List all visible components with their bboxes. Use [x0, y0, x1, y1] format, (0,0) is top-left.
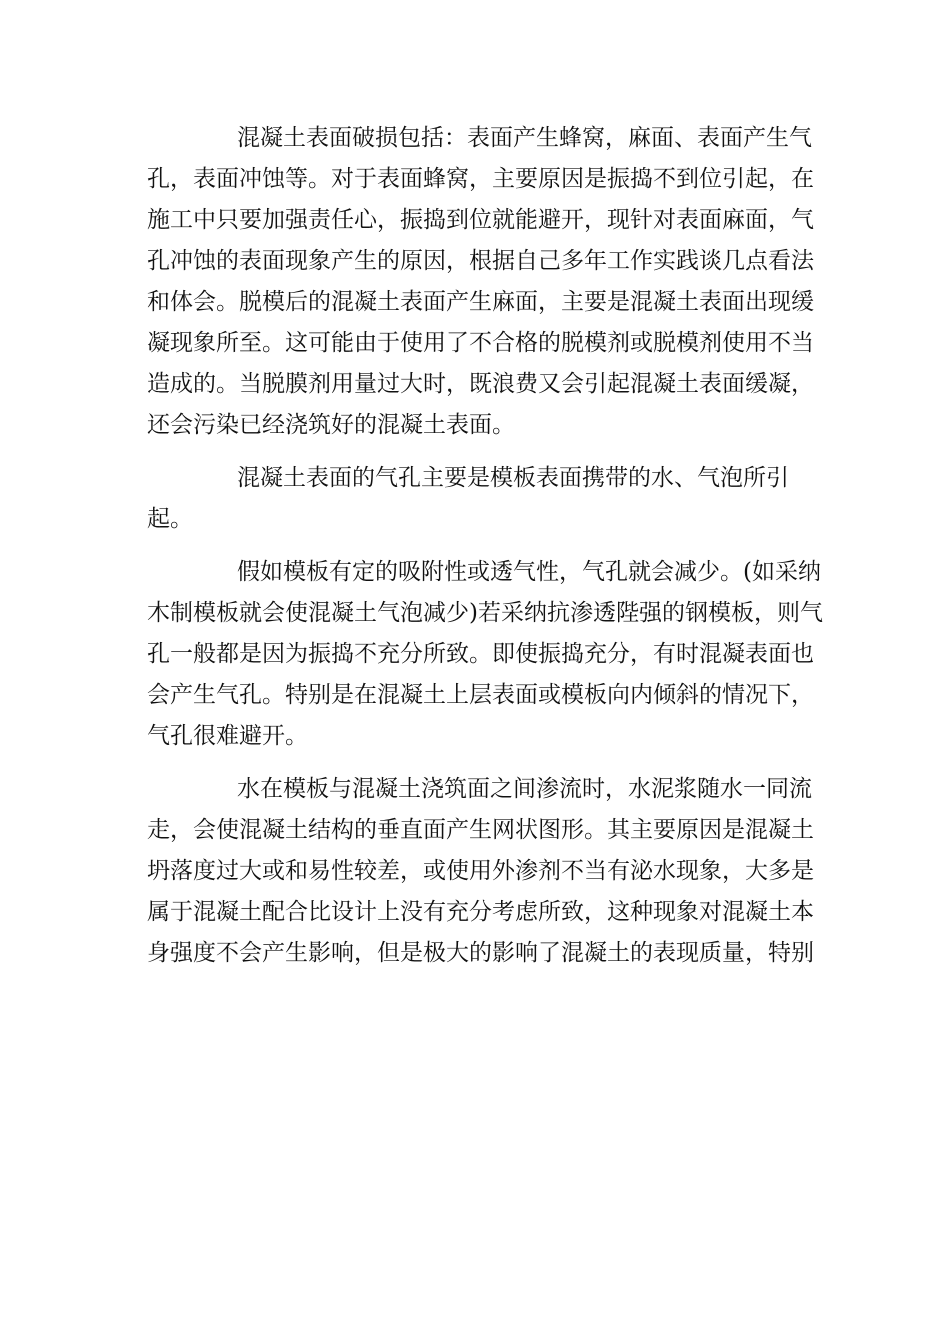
text-line: 气孔很难避开。: [147, 723, 308, 749]
text-line: 走，会使混凝土结构的垂直面产生网状图形。其主要原因是混凝土: [147, 817, 814, 843]
text-line: 混凝土表面的气孔主要是模板表面携带的水、气泡所引: [237, 465, 789, 491]
text-line: 木制模板就会使混凝土气泡减少)若采纳抗渗透陛强的钢模板，则气: [147, 600, 823, 626]
text-line: 会产生气孔。特别是在混凝土上层表面或模板向内倾斜的情况下，: [147, 682, 814, 708]
text-line: 假如模板有定的吸附性或透气性，气孔就会减少。(如采纳: [237, 559, 821, 585]
paragraph-3: [147, 552, 823, 757]
paragraph-gap: [147, 446, 807, 458]
paragraph-gap: [147, 757, 807, 769]
text-line: 混凝土表面破损包括：表面产生蜂窝，麻面、表面产生气: [237, 125, 812, 151]
paragraph-4: [147, 769, 814, 974]
text-line: 还会污染已经浇筑好的混凝土表面。: [147, 412, 515, 438]
text-line: 坍落度过大或和易性较差，或使用外渗剂不当有泌水现象，大多是: [147, 858, 814, 884]
text-line: 属于混凝土配合比设计上没有充分考虑所致，这种现象对混凝土本: [147, 899, 814, 925]
paragraph-1: [147, 118, 814, 446]
text-line: 水在模板与混凝土浇筑面之间渗流时，水泥浆随水一同流: [237, 776, 812, 802]
text-line: 身强度不会产生影响，但是极大的影响了混凝土的表现质量，特别: [147, 940, 814, 966]
text-line: 孔冲蚀的表面现象产生的原因，根据自己多年工作实践谈几点看法: [147, 248, 814, 274]
text-line: 起。: [147, 506, 193, 532]
text-line: 孔一般都是因为振捣不充分所致。即使振捣充分，有时混凝表面也: [147, 641, 814, 667]
body-text: [147, 118, 823, 974]
text-line: 施工中只要加强责任心，振捣到位就能避开，现针对表面麻面，气: [147, 207, 814, 233]
text-line: 和体会。脱模后的混凝土表面产生麻面，主要是混凝土表面出现缓: [147, 289, 814, 315]
text-line: 造成的。当脱膜剂用量过大时，既浪费又会引起混凝土表面缓凝，: [147, 371, 814, 397]
paragraph-2: [147, 458, 807, 540]
text-line: 孔，表面冲蚀等。对于表面蜂窝，主要原因是振捣不到位引起，在: [147, 166, 814, 192]
paragraph-gap: [147, 540, 807, 552]
text-line: 凝现象所至。这可能由于使用了不合格的脱模剂或脱模剂使用不当: [147, 330, 814, 356]
